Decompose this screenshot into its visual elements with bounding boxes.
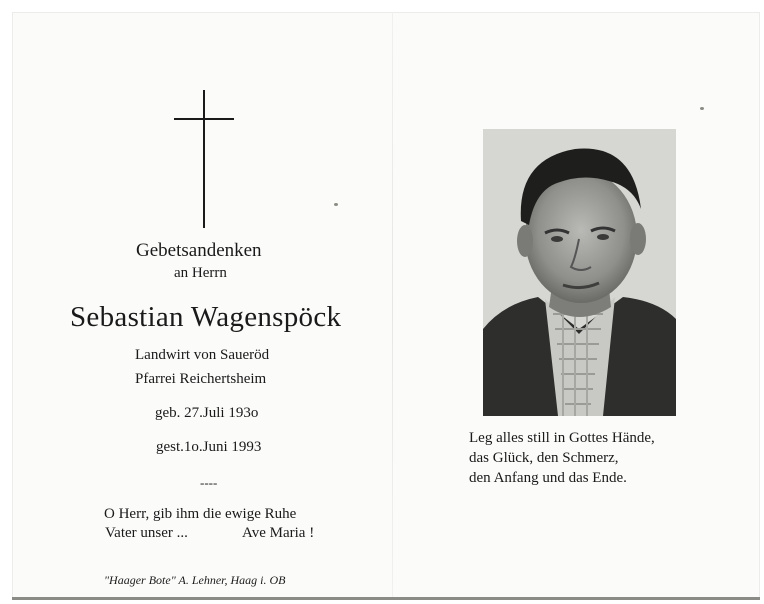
occupation: Landwirt von Saueröd bbox=[135, 347, 270, 363]
paper-speck bbox=[700, 107, 704, 110]
portrait-illustration bbox=[483, 129, 676, 416]
paper-speck bbox=[334, 203, 338, 206]
card-heading: Gebetsandenken bbox=[136, 240, 262, 261]
death-date: gest.1o.Juni 1993 bbox=[156, 439, 262, 455]
verse-line-1: Leg alles still in Gottes Hände, bbox=[469, 430, 655, 446]
portrait-photo bbox=[483, 129, 676, 416]
verse-line-2: das Glück, den Schmerz, bbox=[469, 450, 619, 466]
verse-line-3: den Anfang und das Ende. bbox=[469, 470, 627, 486]
parish: Pfarrei Reichertsheim bbox=[135, 371, 267, 387]
prayer-line-2-right: Ave Maria ! bbox=[242, 525, 315, 541]
printer-credit: "Haager Bote" A. Lehner, Haag i. OB bbox=[104, 573, 286, 587]
separator: ---- bbox=[200, 475, 218, 490]
card-subheading: an Herrn bbox=[174, 265, 227, 281]
deceased-name: Sebastian Wagenspöck bbox=[70, 301, 342, 333]
latin-cross-icon bbox=[172, 90, 236, 230]
prayer-line-2-left: Vater unser ... bbox=[105, 525, 188, 541]
prayer-line-1: O Herr, gib ihm die ewige Ruhe bbox=[104, 506, 297, 522]
memorial-card bbox=[12, 12, 760, 598]
birth-date: geb. 27.Juli 193o bbox=[155, 405, 259, 421]
